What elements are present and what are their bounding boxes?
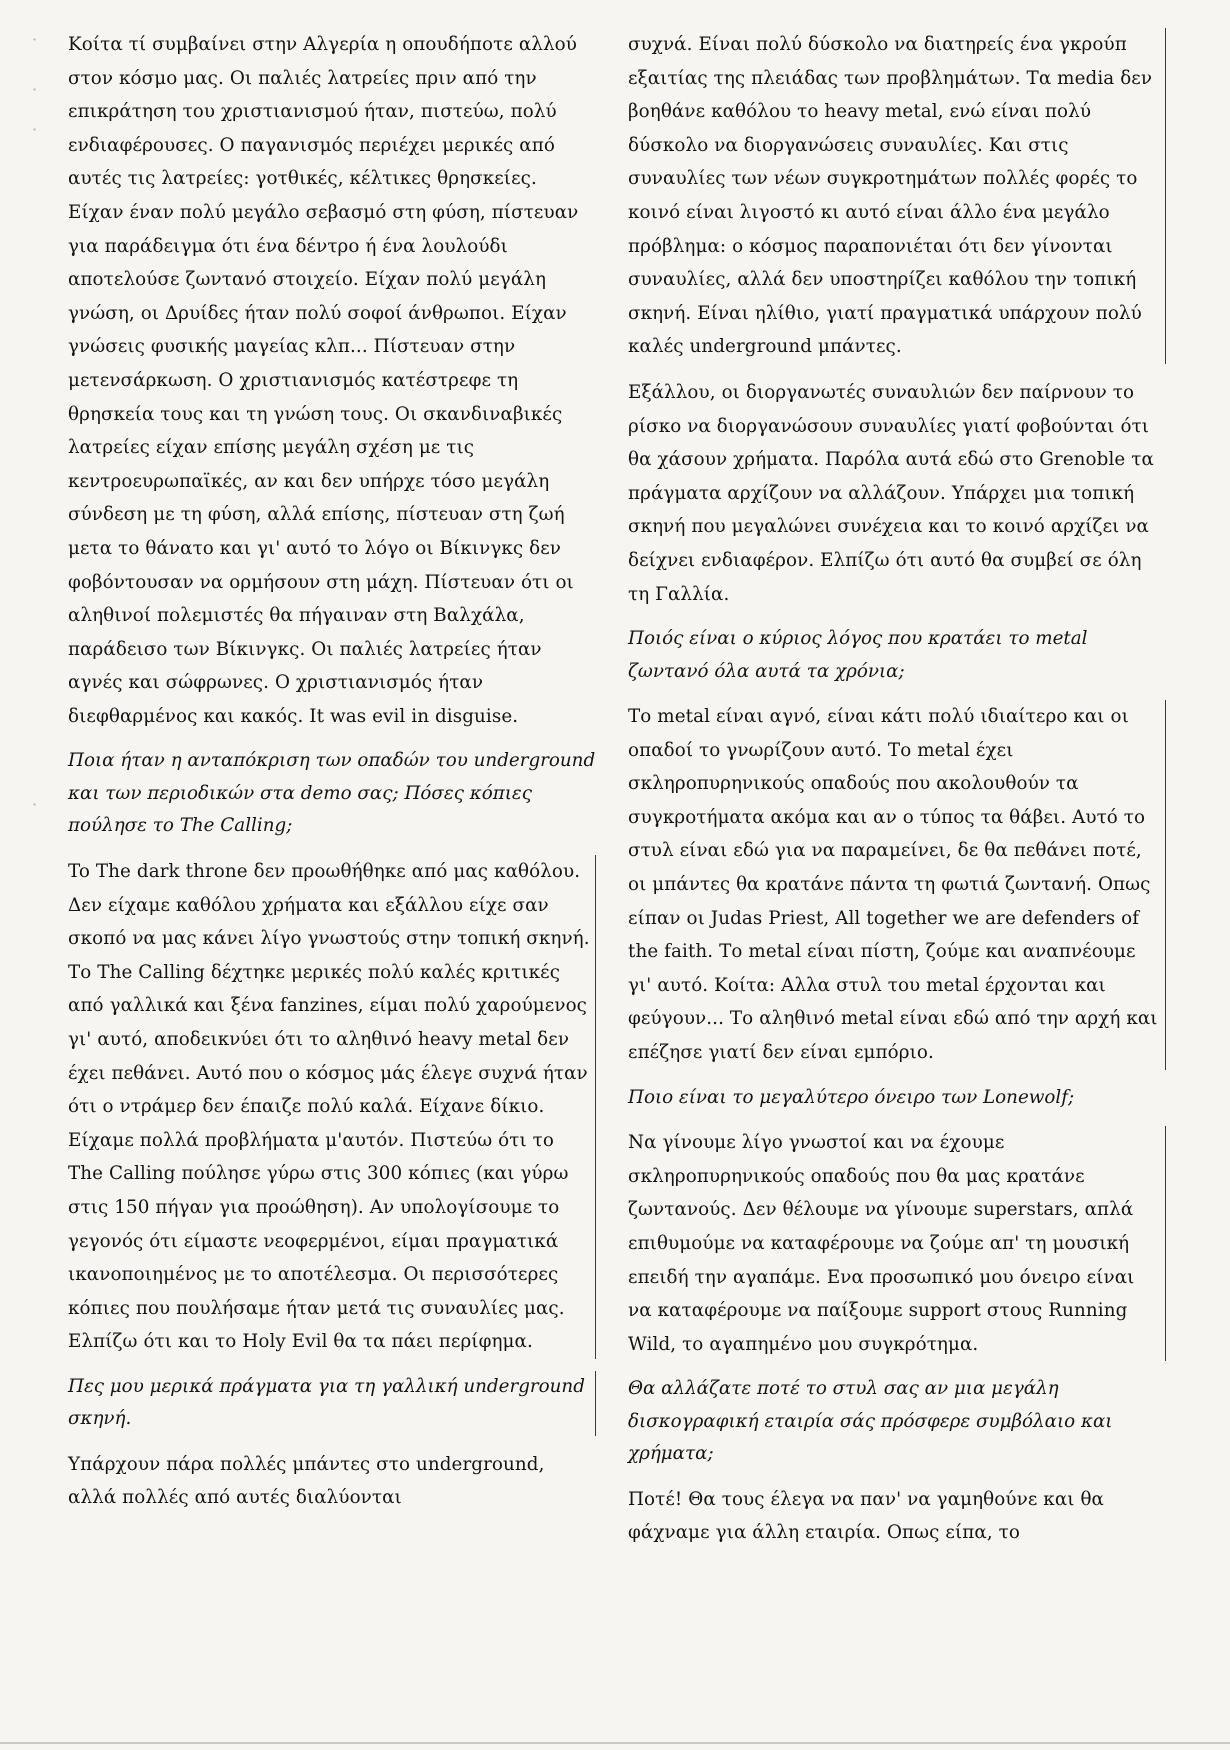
- question-block: [628, 623, 1166, 688]
- body-text: To The dark throne δεν προωθήθηκε από μας καθόλου. Δεν είχαμε καθόλου χρήματα και εξάλλου είχε σαν σκοπό να μας κάνει λίγο γνωστούς στην τοπική σκηνή. Το The Calling δέχτηκε μερικές πολύ καλές κριτικές από γαλλικά και ξένα fanzines, είμαι πολύ χαρούμενος γι' αυτό, αποδεικνύει ότι το αληθινό heavy metal δεν έχει πεθάνει. Αυτό που ο κόσμος μάς έλεγε συχνά ήταν ότι ο ντράμερ δεν έπαιζε πολύ καλά. Είχανε δίκιο. Είχαμε πολλά προβλήματα μ'αυτόν. Πιστεύω ότι το The Calling πούλησε γύρω στις 300 κόπιες (και γύρω στις 150 πήγαν για προώθηση). Αν υπολογίσουμε το γεγονός ότι είμαστε νεοφερμένοι, είμαι πραγματικά ικανοποιημένος με το αποτέλεσμα. Οι περισσότερες κόπιες που πουλήσαμε ήταν μετά τις συναυλίες μας. Ελπίζω ότι και το Holy Evil θα τα πάει περίφημα.: [68, 860, 590, 1353]
- interview-question: Θα αλλάζατε ποτέ το στυλ σας αν μια μεγάλη δισκογραφική εταιρία σάς πρόσφερε συμβόλαιο και χρήματα;: [628, 1378, 1113, 1465]
- answer-paragraph: [628, 28, 1166, 364]
- answer-paragraph: [628, 1483, 1166, 1550]
- answer-paragraph: [628, 1126, 1166, 1361]
- interview-question: Ποια ήταν η ανταπόκριση των οπαδών του underground και των περιοδικών στα demo σας; Πόσες κόπιες πούλησε το The Calling;: [68, 750, 596, 837]
- body-text: Εξάλλου, οι διοργανωτές συναυλιών δεν παίρνουν το ρίσκο να διοργανώσουν συναυλίες γιατί φοβούνται ότι θα χάσουν χρήματα. Παρόλα αυτά εδώ στο Grenoble τα πράγματα αρχίζουν να αλλάζουν. Υπάρχει μια τοπική σκηνή που μεγαλώνει συνέχεια και το κοινό αρχίζει να δείχνει ενδιαφέρον. Ελπίζω ότι αυτό θα συμβεί σε όλη τη Γαλλία.: [628, 381, 1154, 605]
- answer-paragraph: [628, 700, 1166, 1070]
- body-text: Κοίτα τί συμβαίνει στην Αλγερία η οπουδήποτε αλλού στον κόσμο μας. Οι παλιές λατρείες πριν από την επικράτηση του χριστιανισμού ήταν, πιστεύω, πολύ ενδιαφέρουσες. Ο παγανισμός περιέχει μερικές από αυτές τις λατρείες: γοτθικές, κέλτικες θρησκείες. Είχαν έναν πολύ μεγάλο σεβασμό στη φύση, πίστευαν για παράδειγμα ότι ένα δέντρο ή ένα λουλούδι αποτελούσε ζωντανό στοιχείο. Είχαν πολύ μεγάλη γνώση, οι Δρυίδες ήταν πολύ σοφοί άνθρωποι. Είχαν γνώσεις φυσικής μαγείας κλπ... Πίστευαν στην μετενσάρκωση. Ο χριστιανισμός κατέστρεφε τη θρησκεία τους και τη γνώση τους. Οι σκανδιναβικές λατρείες είχαν επίσης μεγάλη σχέση με τις κεντροευρωπαϊκές, αν και δεν υπήρχε τόσο μεγάλη σύνδεση με τη φύση, αλλά επίσης, πίστευαν στη ζωή μετα το θάνατο και γι' αυτό το λόγο οι Βίκινγκς δεν φοβόντουσαν να ορμήσουν στη μάχη. Πίστευαν ότι οι αληθινοί πολεμιστές θα πήγαιναν στη Βαλχάλα, παράδεισο των Βίκινγκς. Οι παλιές λατρείες ήταν αγνές και σώφρωνες. Ο χριστιανισμός ήταν διεφθαρμένος και κακός. It was evil in disguise.: [68, 34, 579, 727]
- right-column: [628, 28, 1166, 1562]
- scan-edge: [0, 1742, 1230, 1744]
- body-text: Ποτέ! Θα τους έλεγα να παν' να γαμηθούνε και θα φάχναμε για άλλη εταιρία. Οπως είπα, το: [628, 1488, 1105, 1544]
- question-block: [628, 1373, 1166, 1471]
- scanned-page: · · · · Κοίτα τί συμβαίνει στην Αλγερία η οπουδήποτε αλλού στον κόσμο μας. Οι παλιές λατρείες πριν από την επικράτηση του χριστιανισμού ήταν, πιστεύω, πολύ ενδιαφέρουσες. Ο παγανισμός περιέχει μερικές από αυτές τις λατρείες: γοτθικές, κέλτικες θρησκείες. Είχαν έναν πολύ μεγάλο σεβασμό στη φύση, πίστευαν για παράδειγμα ότι ένα δέντρο ή ένα λουλούδι αποτελούσε ζωντανό στοιχείο. Είχαν πολύ μεγάλη γνώση, οι Δρυίδες ήταν πολύ σοφοί άνθρωποι. Είχαν γνώσεις φυσικής μαγείας κλπ... Πίστευαν στην μετενσάρκωση. Ο χριστιανισμός κατέστρεφε τη θρησκεία τους και τη γνώση τους. Οι σκανδιναβικές λατρείες είχαν επίσης μεγάλη σχέση με τις κεντροευρωπαϊκές, αν και δεν υπήρχε τόσο μεγάλη σύνδεση με τη φύση, αλλά επίσης, πίστευαν στη ζωή μετα το θάνατο και γι' αυτό το λόγο οι Βίκινγκς δεν φοβόντουσαν να ορμήσουν στη μάχη. Πίστευαν ότι οι αληθινοί πολεμιστές θα πήγαιναν στη Βαλχάλα, παράδεισο των Βίκινγκς. Οι παλιές λατρείες ήταν αγνές και σώφρωνες. Ο χριστιανισμός ήταν διεφθαρμένος και κακός. It was evil in disguise. Ποια ήταν η ανταπόκριση των οπαδών του underground και των περιοδικών στα demo σας; Πόσες κόπιες πούλησε το The Calling; To The dark throne δεν προωθήθηκε από μας καθόλου. Δεν είχαμε καθόλου χρήματα και εξάλλου είχε σαν σκοπό να μας κάνει λίγο γνωστούς στην τοπική σκηνή. Το The Calling δέχτηκε μερικές πολύ καλές κριτικές από γαλλικά και ξένα fanzines, είμαι πολύ χαρούμενος γι' αυτό, αποδεικνύει ότι το αληθινό heavy metal δεν έχει πεθάνει. Αυτό που ο κόσμος μάς έλεγε συχνά ήταν ότι ο ντράμερ δεν έπαιζε πολύ καλά. Είχανε δίκιο. Είχαμε πολλά προβλήματα μ'αυτόν. Πιστεύω ότι το The Calling πούλησε γύρω στις 300 κόπιες (και γύρω στις 150 πήγαν για προώθηση). Αν υπολογίσουμε το γεγονός ότι είμαστε νεοφερμένοι, είμαι πραγματικά ικανοποιημένος με το αποτέλεσμα. Οι περισσότερες κόπιες που πουλήσαμε ήταν μετά τις συναυλίες μας. Ελπίζω ότι και το Holy Evil θα τα πάει περίφημα. Πες μου μερικά πράγματα για τη γαλλική underground σκηνή. Υπάρχουν πάρα πολλές μπάντες στο underground, αλλά πολλές από αυτές διαλύονται συχνά. Είναι πολύ δύσκολο να διατηρείς ένα γκρούπ εξαιτίας της πλειάδας των προβλημάτων. Τα media δεν βοηθάνε καθόλου το heavy metal, ενώ είναι πολύ δύσκολο να διοργανώσεις συναυλίες. Και στις συναυλίες των νέων συγκροτημάτων πολλές φορές το κοινό είναι λιγοστό κι αυτό είναι άλλο ένα μεγάλο πρόβλημα: ο κόσμος παραπονιέται ότι δεν γίνονται συναυλίες, αλλά δεν υποστηρίζει καθόλου την τοπική σκηνή. Είναι ηλίθιο, γιατί πραγματικά υπάρχουν πολύ καλές underground μπάντες. Εξάλλου, οι διοργανωτές συναυλιών δεν παίρνουν το ρίσκο να διοργανώσουν συναυλίες γιατί φοβούνται ότι θα χάσουν χρήματα. Παρόλα αυτά εδώ στο Grenoble τα πράγματα αρχίζουν να αλλάζουν. Υπάρχει μια τοπική σκηνή που μεγαλώνει συνέχεια και το κοινό αρχίζει να δείχνει ενδιαφέρον. Ελπίζω ότι αυτό θα συμβεί σε όλη τη Γαλλία. Ποιός είναι ο κύριος λόγος που κρατάει το metal ζωντανό όλα αυτά τα χρόνια; Το metal είναι αγνό, είναι κάτι πολύ ιδιαίτερο και οι οπαδοί το γνωρίζουν αυτό. Το metal έχει σκληροπυρηνικούς οπαδούς που ακολουθούν τα συγκροτήματα ακόμα και αν ο τύπος τα θάβει. Αυτό το στυλ είναι εδώ για να παραμείνει, δε θα πεθάνει ποτέ, οι μπάντες θα κρατάνε πάντα τη φωτιά ζωντανή. Οπως είπαν οι Judas Priest, All together we are defenders of the faith. Το metal είναι πίστη, ζούμε και αναπνέουμε γι' αυτό. Κοίτα: Αλλα στυλ του metal έρχονται και φεύγουν... Το αληθινό metal είναι εδώ από την αρχή και επέζησε γιατί δεν είναι εμπόριο. Ποιο είναι το μεγαλύτερο όνειρο των Lonewolf; Να γίνουμε λίγο γνωστοί και να έχουμε σκληροπυρηνικούς οπαδούς που θα μας κρατάνε ζωντανούς. Δεν θέλουμε να γίνουμε superstars, απλά επιθυμούμε να καταφέρουμε να ζούμε απ' τη μουσική επειδή την αγαπάμε. Ενα προσωπικό μου όνειρο είναι να καταφέρουμε να παίξουμε support στους Running Wild, το αγαπημένο μου συγκρότημα. Θα αλλάζατε ποτέ το στυλ σας αν μια μεγάλη δισκογραφική εταιρία σάς πρόσφερε συμβόλαιο και χρήματα; Ποτέ! Θα τους έλεγα να παν' να γαμηθούνε και θα φάχναμε για άλλη εταιρία. Οπως είπα, το: [0, 0, 1230, 1750]
- answer-paragraph: [68, 855, 596, 1359]
- answer-paragraph: [68, 1448, 596, 1515]
- question-block: [68, 1371, 596, 1436]
- body-text: Το metal είναι αγνό, είναι κάτι πολύ ιδιαίτερο και οι οπαδοί το γνωρίζουν αυτό. Το metal έχει σκληροπυρηνικούς οπαδούς που ακολουθούν τα συγκροτήματα ακόμα και αν ο τύπος τα θάβει. Αυτό το στυλ είναι εδώ για να παραμείνει, δε θα πεθάνει ποτέ, οι μπάντες θα κρατάνε πάντα τη φωτιά ζωντανή. Οπως είπαν οι Judas Priest, All together we are defenders of the faith. Το metal είναι πίστη, ζούμε και αναπνέουμε γι' αυτό. Κοίτα: Αλλα στυλ του metal έρχονται και φεύγουν... Το αληθινό metal είναι εδώ από την αρχή και επέζησε γιατί δεν είναι εμπόριο.: [628, 706, 1158, 1064]
- interview-question: Πες μου μερικά πράγματα για τη γαλλική underground σκηνή.: [68, 1375, 585, 1430]
- body-text: Να γίνουμε λίγο γνωστοί και να έχουμε σκληροπυρηνικούς οπαδούς που θα μας κρατάνε ζωντανούς. Δεν θέλουμε να γίνουμε superstars, απλά επιθυμούμε να καταφέρουμε να ζούμε απ' τη μουσική επειδή την αγαπάμε. Ενα προσωπικό μου όνειρο είναι να καταφέρουμε να παίξουμε support στους Running Wild, το αγαπημένο μου συγκρότημα.: [628, 1132, 1135, 1355]
- answer-paragraph: [68, 28, 596, 733]
- body-text: συχνά. Είναι πολύ δύσκολο να διατηρείς ένα γκρούπ εξαιτίας της πλειάδας των προβλημάτων. Τα media δεν βοηθάνε καθόλου το heavy metal, ενώ είναι πολύ δύσκολο να διοργανώσεις συναυλίες. Και στις συναυλίες των νέων συγκροτημάτων πολλές φορές το κοινό είναι λιγοστό κι αυτό είναι άλλο ένα μεγάλο πρόβλημα: ο κόσμος παραπονιέται ότι δεν γίνονται συναυλίες, αλλά δεν υποστηρίζει καθόλου την τοπική σκηνή. Είναι ηλίθιο, γιατί πραγματικά υπάρχουν πολύ καλές underground μπάντες.: [628, 34, 1153, 358]
- question-block: [68, 745, 596, 843]
- left-column: [68, 28, 596, 1527]
- answer-paragraph: [628, 376, 1166, 611]
- question-block: [628, 1082, 1166, 1115]
- interview-question: Ποιός είναι ο κύριος λόγος που κρατάει το metal ζωντανό όλα αυτά τα χρόνια;: [628, 628, 1088, 682]
- interview-question: Ποιο είναι το μεγαλύτερο όνειρο των Lonewolf;: [628, 1086, 1075, 1108]
- body-text: Υπάρχουν πάρα πολλές μπάντες στο underground, αλλά πολλές από αυτές διαλύονται: [68, 1453, 545, 1509]
